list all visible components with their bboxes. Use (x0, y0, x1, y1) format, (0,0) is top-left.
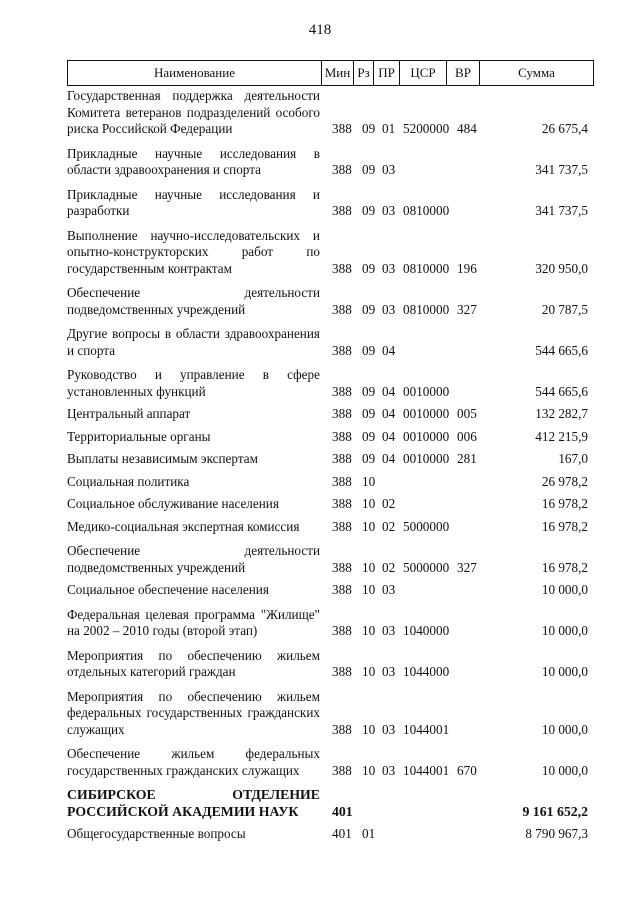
header-name: Наименование (154, 65, 235, 80)
row-min: 401 (332, 803, 353, 819)
row-pr: 04 (382, 406, 396, 421)
row-name: Обеспечение деятельности подведомственных учреждений (67, 543, 320, 575)
row-pr: 03 (382, 721, 396, 737)
row-name: Выплаты независимым экспертам (67, 451, 258, 466)
row-sum: 9 161 652,2 (522, 803, 588, 819)
table-row (67, 826, 594, 843)
table-row (67, 326, 594, 359)
row-min: 388 (332, 762, 352, 778)
row-rz: 10 (362, 664, 376, 679)
row-sum: 132 282,7 (535, 406, 588, 421)
row-pr: 03 (382, 301, 396, 317)
row-name: Медико-социальная экспертная комиссия (67, 518, 300, 534)
table-row (67, 451, 594, 468)
table-row (67, 429, 594, 446)
row-sum: 341 737,5 (535, 162, 588, 177)
row-name: Федеральная целевая программа "Жилище" на 2002 – 2010 годы (второй этап) (67, 606, 320, 638)
header-pr: ПР (373, 61, 399, 85)
header-sum: Сумма (479, 61, 593, 85)
row-pr: 04 (382, 342, 396, 358)
row-pr: 03 (382, 582, 396, 597)
row-vr: 196 (457, 260, 477, 276)
row-min: 388 (332, 260, 352, 276)
row-rz: 10 (362, 721, 376, 737)
row-min: 388 (332, 473, 352, 489)
row-min: 388 (332, 162, 352, 177)
row-name: Другие вопросы в области здравоохранения и спорта (67, 326, 320, 358)
table-body (67, 88, 594, 843)
row-min: 388 (332, 623, 352, 638)
row-rz: 09 (362, 260, 376, 276)
row-vr: 327 (457, 301, 477, 317)
row-pr: 02 (382, 496, 396, 511)
row-csr: 0010000 (403, 451, 450, 466)
row-pr: 03 (382, 162, 396, 177)
row-rz: 09 (362, 342, 376, 358)
table-row (67, 367, 594, 400)
row-min: 388 (332, 342, 352, 358)
row-rz: 10 (362, 496, 376, 511)
table-row (67, 496, 594, 513)
row-name: Государственная поддержка деятельности Комитета ветеранов подразделений особого риска Российской Федерации (67, 88, 320, 136)
row-sum: 167,0 (558, 451, 588, 466)
row-name: Обеспечение деятельности подведомственных учреждений (67, 285, 320, 317)
row-pr: 04 (382, 428, 396, 444)
row-name: Мероприятия по обеспечению жильем отдельных категорий граждан (67, 647, 320, 679)
row-pr: 04 (382, 451, 396, 466)
table-row (67, 689, 594, 739)
table-row (67, 582, 594, 599)
row-name: СИБИРСКОЕ ОТДЕЛЕНИЕ РОССИЙСКОЙ АКАДЕМИИ НАУК (67, 787, 320, 819)
row-name: Социальное обеспечение населения (67, 582, 269, 597)
table-row (67, 187, 594, 220)
row-sum: 320 950,0 (535, 260, 588, 276)
row-min: 388 (332, 664, 352, 679)
row-sum: 8 790 967,3 (525, 826, 588, 841)
row-pr: 03 (382, 664, 396, 679)
row-rz: 10 (362, 582, 376, 597)
header-rz: Рз (353, 61, 373, 85)
row-sum: 10 000,0 (541, 623, 588, 638)
row-vr: 281 (457, 451, 477, 466)
header-min: Мин (321, 61, 353, 85)
row-rz: 09 (362, 301, 376, 317)
row-sum: 544 665,6 (535, 342, 588, 358)
row-sum: 544 665,6 (535, 383, 588, 399)
row-name: Центральный аппарат (67, 406, 191, 421)
table-row (67, 228, 594, 278)
row-name: Общегосударственные вопросы (67, 826, 246, 841)
row-csr: 0810000 (403, 203, 450, 218)
row-rz: 01 (362, 826, 376, 841)
row-name: Прикладные научные исследования и разработки (67, 186, 320, 218)
row-rz: 10 (362, 559, 376, 575)
row-vr: 670 (457, 762, 477, 778)
row-sum: 16 978,2 (541, 518, 588, 534)
row-csr: 5000000 (403, 518, 450, 534)
table-row-section (67, 787, 594, 820)
row-sum: 412 215,9 (535, 428, 588, 444)
row-name: Территориальные органы (67, 428, 211, 444)
row-name: Прикладные научные исследования в области здравоохранения и спорта (67, 145, 320, 177)
row-rz: 09 (362, 428, 376, 444)
table-row (67, 88, 594, 138)
row-min: 388 (332, 406, 352, 421)
header-vr: ВР (446, 61, 479, 85)
row-name: Социальное обслуживание населения (67, 496, 279, 511)
row-min: 388 (332, 203, 352, 218)
row-rz: 10 (362, 518, 376, 534)
row-pr: 03 (382, 260, 396, 276)
row-sum: 10 000,0 (541, 582, 588, 597)
header-csr: ЦСР (399, 61, 446, 85)
row-rz: 09 (362, 383, 376, 399)
row-rz: 10 (362, 623, 376, 638)
row-sum: 16 978,2 (541, 496, 588, 511)
row-vr: 006 (457, 428, 477, 444)
row-min: 388 (332, 721, 352, 737)
table-row (67, 648, 594, 681)
row-rz: 09 (362, 406, 376, 421)
row-rz: 09 (362, 121, 376, 136)
row-name: Выполнение научно-исследовательских и опытно-конструкторских работ по государственным контрактам (67, 227, 320, 276)
row-pr: 03 (382, 762, 396, 778)
row-csr: 1044000 (403, 664, 450, 679)
table-row (67, 543, 594, 576)
row-vr: 005 (457, 406, 477, 421)
page-number: 418 (308, 22, 332, 38)
row-csr: 1044001 (403, 721, 450, 737)
row-min: 401 (332, 826, 352, 841)
row-name: Социальная политика (67, 473, 190, 489)
row-vr: 327 (457, 559, 477, 575)
table-row (67, 474, 594, 491)
row-rz: 09 (362, 451, 376, 466)
table-header (67, 60, 594, 86)
row-min: 388 (332, 301, 352, 317)
row-csr: 5000000 (403, 559, 450, 575)
row-pr: 01 (382, 121, 396, 136)
row-pr: 02 (382, 559, 396, 575)
row-min: 388 (332, 121, 352, 136)
row-rz: 09 (362, 203, 376, 218)
row-sum: 10 000,0 (541, 664, 588, 679)
row-name: Мероприятия по обеспечению жильем федеральных государственных гражданских служащих (67, 688, 320, 737)
row-pr: 03 (382, 623, 396, 638)
row-sum: 10 000,0 (541, 721, 588, 737)
row-csr: 0810000 (403, 301, 450, 317)
row-name: Обеспечение жильем федеральных государственных гражданских служащих (67, 746, 320, 778)
row-min: 388 (332, 559, 352, 575)
row-min: 388 (332, 582, 352, 597)
row-rz: 10 (362, 473, 376, 489)
row-sum: 10 000,0 (541, 762, 588, 778)
table-row (67, 519, 594, 536)
row-sum: 26 675,4 (541, 121, 588, 136)
row-csr: 1040000 (403, 623, 450, 638)
row-pr: 04 (382, 383, 396, 399)
row-sum: 341 737,5 (535, 203, 588, 218)
row-sum: 20 787,5 (541, 301, 588, 317)
table-row (67, 746, 594, 779)
row-csr: 0810000 (403, 260, 450, 276)
table-row (67, 285, 594, 318)
row-csr: 0010000 (403, 406, 450, 421)
row-pr: 02 (382, 518, 396, 534)
row-csr: 0010000 (403, 428, 450, 444)
row-sum: 26 978,2 (541, 473, 588, 489)
row-name: Руководство и управление в сфере установленных функций (67, 367, 320, 399)
table-row (67, 146, 594, 179)
row-min: 388 (332, 451, 352, 466)
row-pr: 03 (382, 203, 396, 218)
row-rz: 09 (362, 162, 376, 177)
row-csr: 0010000 (403, 383, 450, 399)
row-min: 388 (332, 518, 352, 534)
row-min: 388 (332, 383, 352, 399)
row-sum: 16 978,2 (541, 559, 588, 575)
table-row (67, 406, 594, 423)
row-vr: 484 (457, 121, 477, 136)
row-rz: 10 (362, 762, 376, 778)
table-row (67, 607, 594, 640)
row-csr: 5200000 (403, 121, 450, 136)
row-min: 388 (332, 496, 352, 511)
row-csr: 1044001 (403, 762, 450, 778)
row-min: 388 (332, 428, 352, 444)
